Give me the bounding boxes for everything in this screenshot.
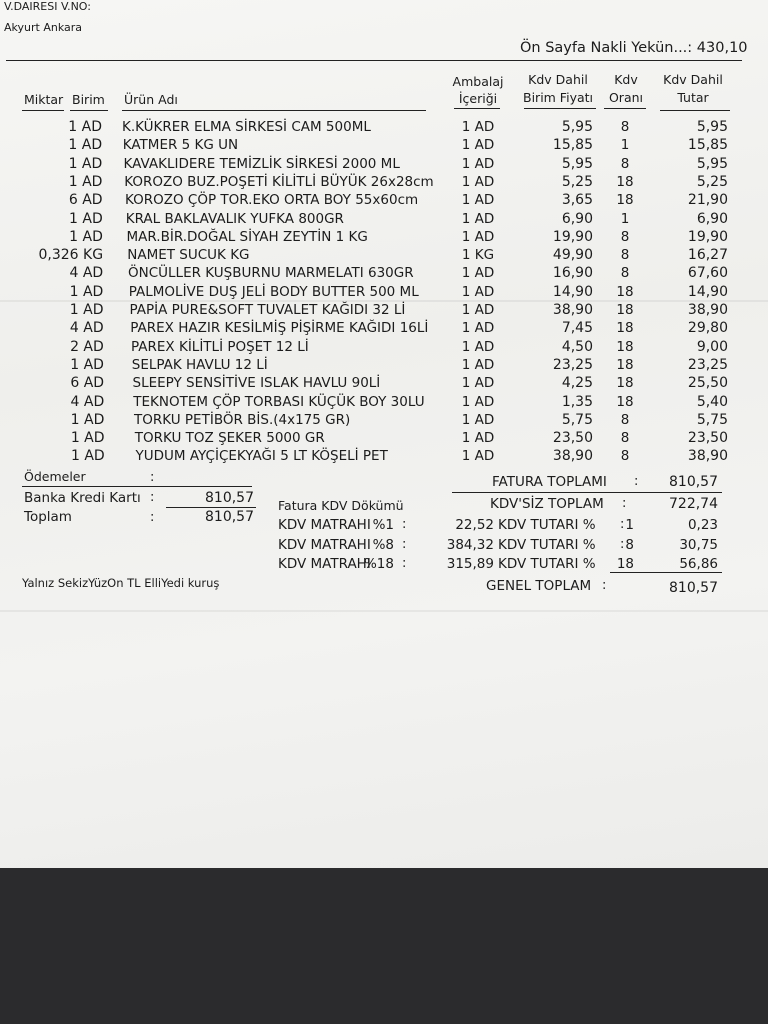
item-package: 1 AD <box>461 411 495 428</box>
item-total: 25,50 <box>687 375 728 392</box>
item-vat-rate: 8 <box>620 448 630 465</box>
col-package-line1: Ambalaj <box>452 74 504 89</box>
col-rate-line1: Kdv <box>614 72 638 87</box>
col-product: Ürün Adı <box>124 92 178 107</box>
payments-rule <box>22 486 252 487</box>
item-total: 15,85 <box>687 137 728 154</box>
item-package: 1 AD <box>461 356 495 373</box>
item-name: PALMOLİVE DUŞ JELİ BODY BUTTER 500 ML <box>128 283 419 300</box>
vat-colon: : <box>620 536 625 552</box>
item-price: 4,25 <box>561 375 593 392</box>
item-quantity: 1 AD <box>68 119 102 135</box>
vat-base-rate: %18 <box>363 556 394 572</box>
item-total: 6,90 <box>696 210 728 227</box>
col-total-line1: Kdv Dahil <box>663 72 723 87</box>
totals-rule <box>452 492 722 493</box>
item-price: 5,95 <box>561 155 593 172</box>
invoice-total-value: 810,57 <box>669 474 718 490</box>
item-price: 15,85 <box>552 137 593 154</box>
item-name: YUDUM AYÇİÇEKYAĞI 5 LT KÖŞELİ PET <box>135 448 388 465</box>
vat-amount-label: KDV TUTARI % <box>498 556 596 572</box>
item-total: 19,90 <box>687 228 728 245</box>
item-quantity: 1 AD <box>68 155 103 172</box>
item-name: KOROZO BUZ.POŞETİ KİLİTLİ BÜYÜK 26x28cm <box>124 173 434 190</box>
item-vat-rate: 18 <box>616 375 634 392</box>
item-package: 1 AD <box>461 155 495 172</box>
col-price-line1: Kdv Dahil <box>528 72 588 87</box>
item-vat-rate: 18 <box>616 283 634 300</box>
col-unit: Birim <box>72 92 105 107</box>
item-vat-rate: 8 <box>620 430 630 447</box>
payments-total-value: 810,57 <box>205 509 254 525</box>
item-vat-rate: 18 <box>616 173 634 190</box>
item-total: 5,95 <box>696 155 728 172</box>
excl-vat-colon: : <box>622 496 627 511</box>
item-name: SLEEPY SENSİTİVE ISLAK HAVLU 90Lİ <box>132 375 381 392</box>
item-total: 14,90 <box>687 283 728 300</box>
item-price: 38,90 <box>552 302 593 318</box>
amount-in-words: Yalnız SekizYüzOn TL ElliYedi kuruş <box>22 576 220 590</box>
item-package: 1 AD <box>461 430 495 447</box>
item-package: 1 AD <box>461 228 495 245</box>
item-vat-rate: 18 <box>616 302 634 318</box>
item-quantity: 4 AD <box>69 265 104 282</box>
item-package: 1 AD <box>461 119 495 135</box>
item-quantity: 1 AD <box>70 448 105 465</box>
header-rule <box>6 60 742 61</box>
item-name: PAREX HAZIR KESİLMİŞ PİŞİRME KAĞIDI 16Lİ <box>130 320 429 337</box>
vat-base-label: KDV MATRAHI <box>278 536 371 553</box>
item-vat-rate: 8 <box>620 265 630 282</box>
item-price: 6,90 <box>561 210 593 227</box>
item-quantity: 1 AD <box>70 411 105 428</box>
vat-base-value: 315,89 <box>446 556 494 572</box>
item-total: 21,90 <box>687 192 728 209</box>
item-package: 1 AD <box>461 210 495 227</box>
item-total: 38,90 <box>687 302 728 318</box>
item-name: SELPAK HAVLU 12 Lİ <box>131 356 268 373</box>
item-quantity: 0,326 KG <box>38 247 104 264</box>
paper-fold <box>0 610 768 612</box>
item-name: ÖNCÜLLER KUŞBURNU MARMELATI 630GR <box>128 265 414 282</box>
item-name: NAMET SUCUK KG <box>127 247 250 264</box>
item-package: 1 AD <box>461 302 495 318</box>
vat-amount-rate: 1 <box>625 517 634 533</box>
item-total: 9,00 <box>696 338 728 355</box>
item-total: 29,80 <box>687 320 728 337</box>
item-vat-rate: 8 <box>620 155 630 172</box>
item-name: KAVAKLIDERE TEMİZLİK SİRKESİ 2000 ML <box>123 155 400 172</box>
item-package: 1 AD <box>461 320 495 337</box>
grand-total-label: GENEL TOPLAM <box>486 578 592 594</box>
item-name: KOROZO ÇÖP TOR.EKO ORTA BOY 55x60cm <box>125 192 419 209</box>
item-quantity: 6 AD <box>70 375 105 392</box>
item-price: 7,45 <box>561 320 593 337</box>
item-price: 38,90 <box>552 448 593 465</box>
item-vat-rate: 1 <box>620 210 630 227</box>
vat-base-value: 22,52 <box>455 517 494 533</box>
item-quantity: 1 AD <box>69 228 103 245</box>
item-package: 1 KG <box>461 247 495 264</box>
item-vat-rate: 8 <box>620 119 630 135</box>
vat-breakdown-title: Fatura KDV Dökümü <box>278 498 404 513</box>
item-package: 1 AD <box>461 265 495 282</box>
item-quantity: 1 AD <box>69 302 104 318</box>
invoice-total-colon: : <box>634 474 639 489</box>
item-total: 38,90 <box>687 448 728 465</box>
col-quantity: Miktar <box>24 92 64 107</box>
vat-amount-label: KDV TUTARI % <box>498 536 596 553</box>
col-underline <box>70 110 108 111</box>
item-package: 1 AD <box>461 393 495 410</box>
item-package: 1 AD <box>461 448 495 465</box>
item-name: TEKNOTEM ÇÖP TORBASI KÜÇÜK BOY 30LU <box>133 393 425 410</box>
item-package: 1 AD <box>461 375 495 392</box>
col-total-line2: Tutar <box>677 90 709 105</box>
item-package: 1 AD <box>461 338 495 355</box>
item-vat-rate: 8 <box>620 228 630 245</box>
vat-sum-rule <box>610 572 722 573</box>
item-quantity: 1 AD <box>70 430 105 447</box>
tax-office-label: V.DAIRESI V.NO: <box>4 0 91 13</box>
item-total: 5,40 <box>696 393 728 410</box>
col-underline <box>604 108 646 109</box>
item-price: 19,90 <box>552 228 593 245</box>
item-price: 5,25 <box>561 173 593 190</box>
col-underline <box>22 110 64 111</box>
vat-colon: : <box>402 556 407 571</box>
item-price: 23,25 <box>552 356 593 373</box>
vat-base-value: 384,32 <box>446 536 494 553</box>
item-quantity: 1 AD <box>69 210 103 227</box>
item-quantity: 6 AD <box>68 192 103 209</box>
item-name: PAPİA PURE&SOFT TUVALET KAĞIDI 32 Lİ <box>129 302 406 318</box>
item-price: 16,90 <box>552 265 593 282</box>
vat-amount-value: 56,86 <box>679 556 718 572</box>
item-package: 1 AD <box>461 283 495 300</box>
item-vat-rate: 18 <box>616 338 634 355</box>
item-total: 5,75 <box>696 411 728 428</box>
item-name: KRAL BAKLAVALIK YUFKA 800GR <box>125 210 344 227</box>
item-price: 49,90 <box>552 247 593 264</box>
item-vat-rate: 8 <box>620 411 630 428</box>
item-total: 16,27 <box>687 247 728 264</box>
payments-sum-rule <box>166 507 256 508</box>
vat-amount-value: 30,75 <box>679 536 718 553</box>
item-package: 1 AD <box>461 137 495 154</box>
item-total: 5,25 <box>696 173 728 190</box>
col-underline <box>454 108 500 109</box>
invoice-total-label: FATURA TOPLAMI <box>492 474 607 490</box>
previous-page-total: Ön Sayfa Nakli Yekün...: 430,10 <box>520 40 748 56</box>
item-name: PAREX KİLİTLİ POŞET 12 Lİ <box>131 338 309 355</box>
item-name: MAR.BİR.DOĞAL SİYAH ZEYTİN 1 KG <box>126 228 368 245</box>
col-price-line2: Birim Fiyatı <box>523 90 593 105</box>
vat-amount-rate: 8 <box>625 536 634 553</box>
vat-amount-label: KDV TUTARI % <box>498 517 596 533</box>
item-quantity: 2 AD <box>70 338 104 355</box>
item-price: 5,75 <box>561 411 593 428</box>
item-quantity: 1 AD <box>69 283 104 300</box>
item-vat-rate: 18 <box>616 320 634 337</box>
item-package: 1 AD <box>461 173 495 190</box>
location-label: Akyurt Ankara <box>4 21 82 34</box>
item-quantity: 4 AD <box>70 393 105 410</box>
item-vat-rate: 18 <box>616 393 634 410</box>
item-quantity: 1 AD <box>70 356 104 373</box>
item-vat-rate: 8 <box>620 247 630 264</box>
payments-total-label: Toplam <box>24 509 72 525</box>
item-vat-rate: 1 <box>620 137 630 154</box>
item-price: 23,50 <box>552 430 593 447</box>
col-underline <box>660 110 730 111</box>
item-price: 1,35 <box>561 393 593 410</box>
vat-colon: : <box>402 517 407 532</box>
vat-base-label: KDV MATRAHI <box>278 517 371 533</box>
col-rate-line2: Oranı <box>608 90 644 105</box>
payments-colon: : <box>150 470 155 485</box>
item-quantity: 1 AD <box>68 137 103 154</box>
item-name: TORKU PETİBÖR BİS.(4x175 GR) <box>134 411 351 428</box>
item-total: 23,25 <box>687 356 728 373</box>
vat-amount-value: 0,23 <box>687 517 718 533</box>
payments-title: Ödemeler <box>24 469 86 484</box>
item-total: 5,95 <box>696 119 728 135</box>
item-total: 23,50 <box>687 430 728 447</box>
vat-colon: : <box>402 536 407 552</box>
item-name: K.KÜKRER ELMA SİRKESİ CAM 500ML <box>122 119 371 135</box>
card-label: Banka Kredi Kartı <box>24 490 141 506</box>
item-vat-rate: 18 <box>616 356 634 373</box>
item-quantity: 4 AD <box>69 320 104 337</box>
excl-vat-label: KDV'SİZ TOPLAM <box>490 496 604 512</box>
col-underline <box>524 108 596 109</box>
vat-colon: : <box>620 517 625 532</box>
item-name: TORKU TOZ ŞEKER 5000 GR <box>134 430 325 447</box>
col-package-line2: İçeriği <box>458 91 498 106</box>
card-colon: : <box>150 490 155 505</box>
grand-total-value: 810,57 <box>669 580 718 596</box>
vat-amount-rate: 18 <box>616 556 634 572</box>
vat-base-label: KDV MATRAHI <box>278 556 371 572</box>
item-quantity: 1 AD <box>68 173 103 190</box>
item-price: 5,95 <box>561 119 593 135</box>
payments-total-colon: : <box>150 510 155 525</box>
item-price: 14,90 <box>552 283 593 300</box>
item-package: 1 AD <box>461 192 495 209</box>
item-name: KATMER 5 KG UN <box>122 137 239 154</box>
vat-base-rate: %8 <box>372 536 394 553</box>
item-total: 67,60 <box>687 265 728 282</box>
col-underline <box>122 110 426 111</box>
card-value: 810,57 <box>205 490 254 506</box>
vat-base-rate: %1 <box>372 517 394 533</box>
item-price: 3,65 <box>561 192 593 209</box>
excl-vat-value: 722,74 <box>669 496 718 512</box>
item-price: 4,50 <box>561 338 593 355</box>
grand-total-colon: : <box>602 578 607 593</box>
item-vat-rate: 18 <box>616 192 634 209</box>
